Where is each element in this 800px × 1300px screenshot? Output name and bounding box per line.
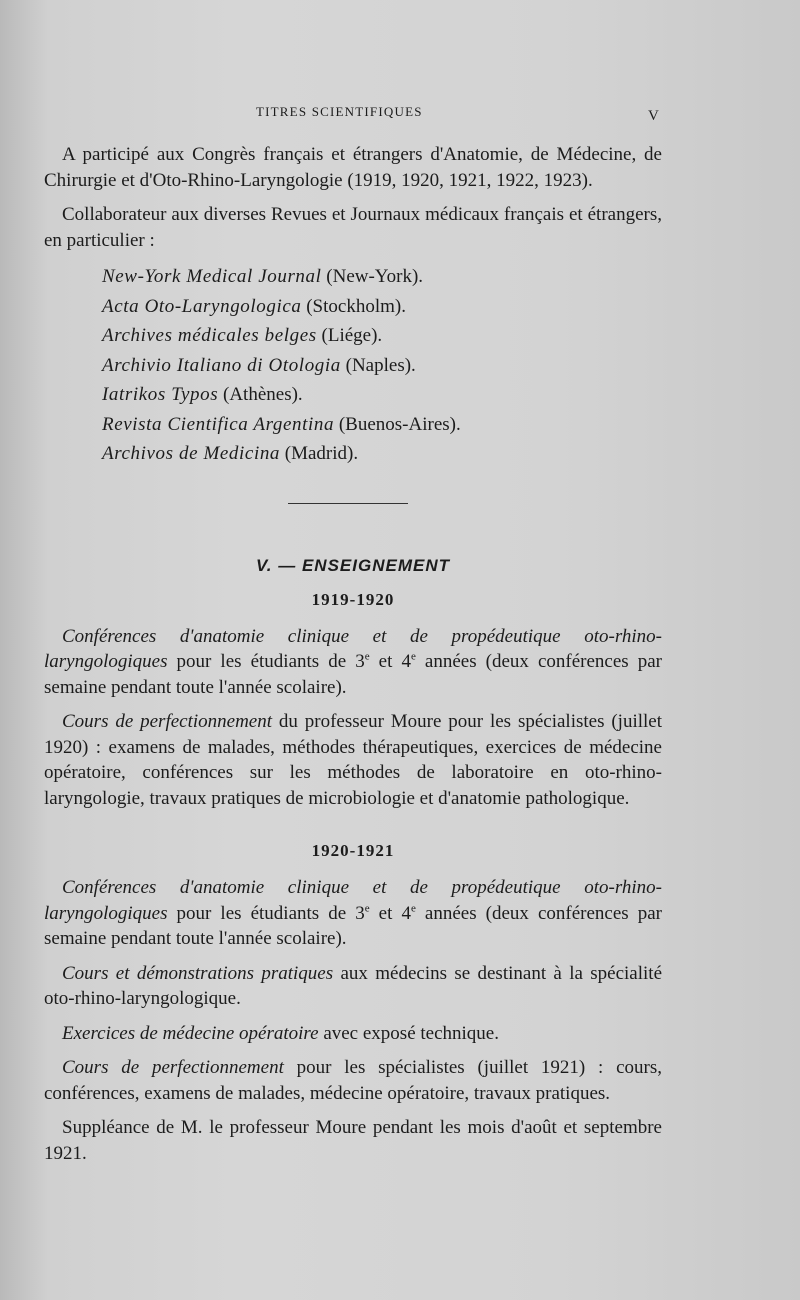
entry-text: aux médecins se destinant à la spécialité oto-rhino-laryngologique.	[44, 962, 662, 1009]
entry-text: avec exposé technique.	[318, 1022, 499, 1044]
ordinal-superscript: e	[410, 902, 416, 915]
paragraph-entry	[44, 961, 662, 1012]
entry-text: années (deux conférences par semaine pendant toute l'année scolaire).	[44, 651, 662, 698]
paragraph-congres: A participé aux Congrès français et étrangers d'Anatomie, de Médecine, de Chirurgie et d'Oto-Rhino-Laryngologie (1919, 1920, 1921, 1922, 1923).	[44, 144, 662, 191]
page-number: V	[648, 108, 659, 124]
entry-italic-title: Conférences d'anatomie clinique et de propédeutique oto-rhino-laryngologiques	[44, 877, 662, 924]
year-heading: 1919-1920	[311, 589, 395, 609]
journal-city: (Athènes).	[223, 384, 303, 405]
running-title: TITRES SCIENTIFIQUES	[256, 104, 423, 119]
journal-title: Acta Oto-Laryngologica	[102, 295, 302, 317]
paragraph-entry	[44, 624, 662, 701]
journal-city: (Liége).	[321, 325, 383, 346]
ordinal-superscript: e	[410, 650, 416, 663]
ordinal-superscript: e	[364, 902, 370, 915]
entry-italic-title: Cours de perfectionnement	[62, 711, 273, 732]
journal-city: (Buenos-Aires).	[338, 413, 461, 435]
paragraph-entry	[44, 1055, 662, 1106]
journal-city: (Stockholm).	[306, 295, 406, 317]
journal-list	[44, 262, 662, 469]
list-item	[102, 380, 662, 410]
paragraph-entry	[44, 875, 662, 952]
entry-text: du professeur Moure pour les spécialistes (juillet 1920) : examens de malades, méthodes thérapeutiques, exercices de médecine opératoire, conférences sur les méthodes de laboratoire en oto-rhino-laryngologie, travaux pratiques de microbiologie et d'anatomie pathologique.	[44, 711, 662, 809]
entry-text: et 4	[369, 902, 411, 924]
journal-city: (Naples).	[345, 354, 416, 376]
page-body	[44, 142, 662, 1175]
paragraph-collaborateur: Collaborateur aux diverses Revues et Journaux médicaux français et étrangers, en particulier :	[44, 204, 662, 251]
journal-title: Archivio Italiano di Otologia	[102, 354, 341, 376]
year-heading: 1920-1921	[311, 841, 395, 860]
list-item	[102, 262, 662, 292]
entry-text: Suppléance de M. le professeur Moure pendant les mois d'août et septembre 1921.	[44, 1117, 662, 1164]
journal-title: Archives médicales belges	[102, 325, 317, 346]
list-item	[102, 292, 662, 322]
ordinal-superscript: e	[364, 650, 370, 663]
entry-text: pour les étudiants de 3	[167, 902, 365, 924]
section-divider	[288, 503, 408, 504]
paragraph-entry	[44, 1115, 662, 1166]
entry-text: pour les spécialistes (juillet 1921) : cours, conférences, examens de malades, médecine opératoire, travaux pratiques.	[44, 1057, 662, 1104]
entry-text: et 4	[369, 651, 411, 672]
entry-italic-title: Exercices de médecine opératoire	[62, 1022, 319, 1044]
journal-city: (Madrid).	[284, 443, 359, 464]
section-heading: V. — ENSEIGNEMENT	[256, 555, 450, 575]
entry-text: années (deux conférences par semaine pendant toute l'année scolaire).	[44, 902, 662, 949]
entry-italic-title: Cours de perfectionnement	[62, 1057, 284, 1078]
journal-title: Iatrikos Typos	[102, 384, 219, 405]
list-item	[102, 410, 662, 440]
entry-italic-title: Cours et démonstrations pratiques	[62, 962, 334, 984]
paragraph-entry	[44, 709, 662, 811]
journal-city: (New-York).	[326, 266, 424, 287]
paragraph-entry	[44, 1021, 662, 1047]
list-item	[102, 439, 662, 469]
entry-text: pour les étudiants de 3	[167, 651, 365, 672]
journal-title: Revista Cientifica Argentina	[102, 413, 335, 435]
journal-title: Archivos de Medicina	[102, 443, 281, 464]
list-item	[102, 321, 662, 351]
list-item	[102, 351, 662, 381]
entry-italic-title: Conférences d'anatomie clinique et de propédeutique oto-rhino-laryngologiques	[44, 625, 662, 672]
journal-title: New-York Medical Journal	[102, 266, 322, 287]
